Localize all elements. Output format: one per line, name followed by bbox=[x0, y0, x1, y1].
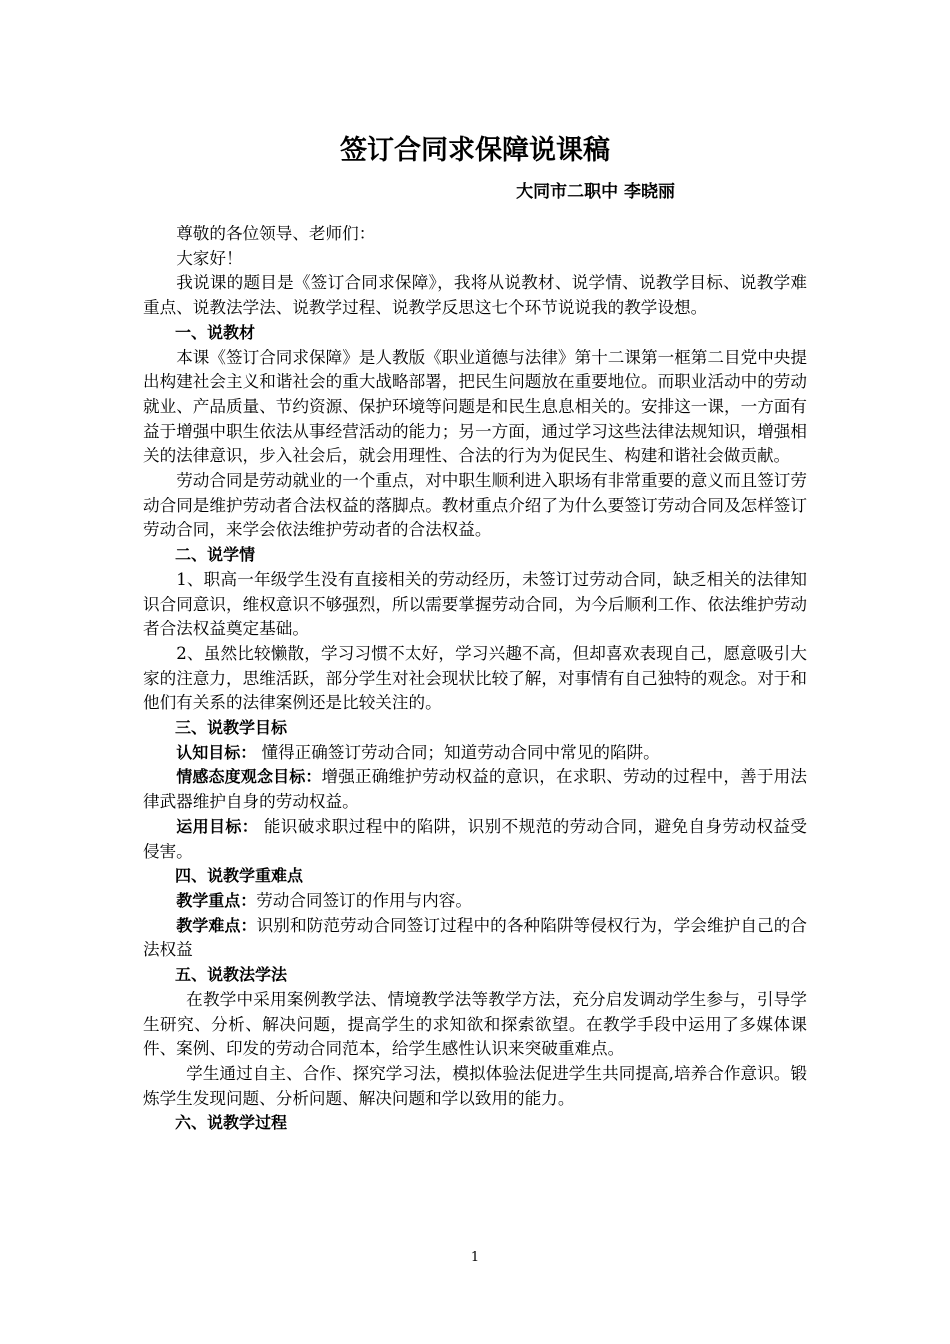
section-heading-key-points: 四、说教学重难点 bbox=[175, 866, 304, 886]
difficult-label: 教学难点： bbox=[176, 915, 257, 935]
author-line: 大同市二职中 李晓丽 bbox=[516, 182, 675, 202]
paragraph: 本课《签订合同求保障》是人教版《职业道德与法律》第十二课第一框第二目党中央提出构建社会主义和谐社会的重大战略部署，把民生问题放在重要地位。而职业活动中的劳动就业、产品质量、节约资源、保护环境等问题是和民生息息相关的。安排这一课，一方面有益于增强中职生依法从事经营活动的能力；另一方面，通过学习这些法律法规知识，增强相关的法律意识，步入社会后，就会用理性、合法的行为为促民生、构建和谐社会做贡献。 bbox=[143, 347, 807, 466]
section-heading-materials: 一、说教材 bbox=[175, 322, 256, 342]
section-heading-methods: 五、说教法学法 bbox=[175, 965, 288, 985]
paragraph: 劳动合同是劳动就业的一个重点，对中职生顺利进入职场有非常重要的意义而且签订劳动合同是维护劳动者合法权益的落脚点。教材重点介绍了为什么要签订劳动合同及怎样签订劳动合同，来学会依法维护劳动者的合法权益。 bbox=[143, 471, 807, 540]
document-body bbox=[143, 222, 807, 1136]
difficult-text: 识别和防范劳动合同签订过程中的各种陷阱等侵权行为，学会维护自己的合法权益 bbox=[143, 915, 807, 960]
goal-application bbox=[143, 815, 807, 864]
goal-text: 懂得正确签订劳动合同；知道劳动合同中常见的陷阱。 bbox=[256, 742, 660, 762]
paragraph: 学生通过自主、合作、探究学习法，模拟体验法促进学生共同提高,培养合作意识。锻炼学生发现问题、分析问题、解决问题和学以致用的能力。 bbox=[143, 1063, 807, 1108]
page-number: 1 bbox=[470, 1250, 480, 1265]
document-title: 签订合同求保障说课稿 bbox=[340, 135, 610, 166]
difficult-point bbox=[143, 914, 807, 963]
key-point bbox=[143, 889, 807, 914]
goal-label: 运用目标： bbox=[176, 816, 259, 836]
section-heading-goals: 三、说教学目标 bbox=[175, 718, 288, 738]
goal-text: 增强正确维护劳动权益的意识，在求职、劳动的过程中，善于用法律武器维护自身的劳动权益。 bbox=[143, 767, 807, 812]
section-heading-students: 二、说学情 bbox=[175, 545, 256, 565]
goal-text: 能识破求职过程中的陷阱，识别不规范的劳动合同，避免自身劳动权益受侵害。 bbox=[143, 816, 807, 861]
paragraph: 2、虽然比较懒散，学习习惯不太好，学习兴趣不高，但却喜欢表现自己，愿意吸引大家的注意力，思维活跃，部分学生对社会现状比较了解，对事情有自己独特的观念。对于和他们有关系的法律案例还是比较关注的。 bbox=[143, 643, 807, 713]
goal-label: 情感态度观念目标： bbox=[176, 767, 322, 787]
paragraph: 1、职高一年级学生没有直接相关的劳动经历，未签订过劳动合同，缺乏相关的法律知识合同意识，维权意识不够强烈，所以需要掌握劳动合同，为今后顺利工作、依法维护劳动者合法权益奠定基础。 bbox=[143, 569, 807, 639]
greeting: 尊敬的各位领导、老师们： bbox=[176, 224, 376, 243]
key-label: 教学重点： bbox=[176, 890, 257, 910]
intro-paragraph: 我说课的题目是《签订合同求保障》，我将从说教材、说学情、说教学目标、说教学难重点、说教法学法、说教学过程、说教学反思这七个环节说说我的教学设想。 bbox=[143, 273, 807, 318]
goal-emotional bbox=[143, 765, 807, 814]
goal-label: 认知目标： bbox=[176, 742, 257, 762]
section-heading-process: 六、说教学过程 bbox=[175, 1113, 288, 1133]
goal-cognitive bbox=[143, 741, 807, 766]
hello: 大家好！ bbox=[176, 248, 243, 268]
key-text: 劳动合同签订的作用与内容。 bbox=[256, 890, 472, 910]
paragraph: 在教学中采用案例教学法、情境教学法等教学方法，充分启发调动学生参与，引导学生研究、分析、解决问题，提高学生的求知欲和探索欲望。在教学手段中运用了多媒体课件、案例、印发的劳动合同范本，给学生感性认识来突破重难点。 bbox=[143, 989, 807, 1059]
